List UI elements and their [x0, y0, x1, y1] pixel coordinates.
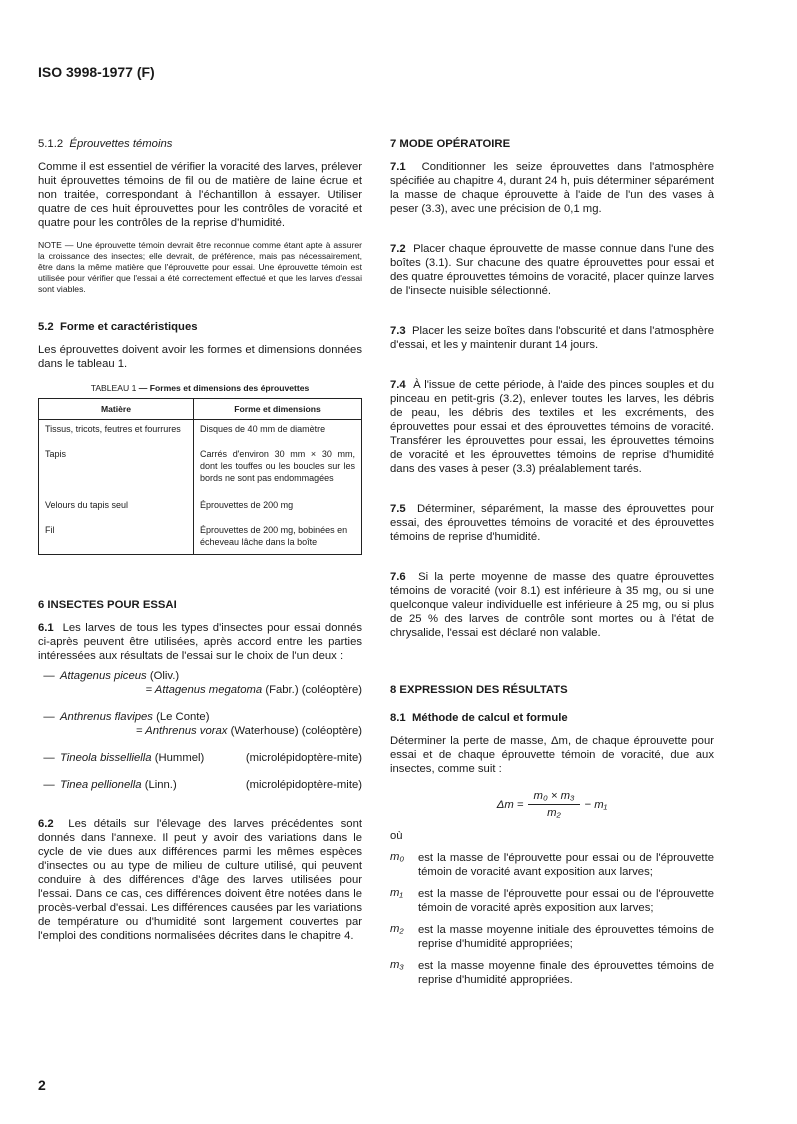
insect-synonym: = Anthrenus vorax — [135, 725, 228, 737]
step-text: Placer les seize boîtes dans l'obscurité et dans l'atmosphère d'essai, et les y maintenir durant 14 jours. — [390, 325, 715, 351]
table-cell: Éprouvettes de 200 mg — [200, 500, 294, 510]
step-number: 7.5 — [390, 503, 406, 515]
step-7-4 — [390, 378, 714, 476]
step-text: À l'issue de cette période, à l'aide des pinces souples et du pinceau en petit-gris (3.2), enlever toutes les larves, les débris de peau, les débris des textiles et les excréments, des éprouvettes pour essai et des éprouvettes témoins de voracité. Transférer les éprouvettes pour essai, les éprouvettes témoins de voracité et les éprouvettes témoins de reprise d'humidité dans des vases à peser (3.3) préalablement tarés. — [390, 379, 714, 475]
table-caption — [38, 383, 362, 393]
section-8-heading: 8 EXPRESSION DES RÉSULTATS — [390, 684, 568, 696]
section-6-1-paragraph — [38, 621, 362, 663]
list-item — [38, 751, 362, 765]
table-cell: Fil — [39, 514, 194, 555]
table-caption-title: — Formes et dimensions des éprouvettes — [136, 383, 310, 393]
insect-synonym-author: (Fabr.) (coléoptère) — [265, 684, 362, 696]
step-7-5 — [390, 502, 714, 544]
step-number: 7.6 — [390, 571, 406, 583]
insect-author: (Oliv.) — [149, 670, 180, 682]
definition-symbol: m₂ — [390, 923, 404, 935]
table-row — [39, 420, 362, 439]
insect-author: (Hummel) — [154, 752, 205, 764]
right-column — [390, 138, 714, 987]
section-8-1-heading — [390, 712, 714, 724]
definition-symbol: m₀ — [390, 851, 405, 863]
step-text: Si la perte moyenne de masse des quatre éprouvettes témoins de voracité (voir 8.1) est inférieure à 35 mg, ou si une quelconque valeur individuelle est inférieure à 25 mg, ou si plus de 25 % des larves de contrôle sont mortes ou à l'état de chrysalide, l'essai est déclaré non valable. — [390, 571, 714, 639]
definition-text: est la masse de l'éprouvette pour essai ou de l'éprouvette témoin de voracité avant exposition aux larves; — [418, 852, 714, 878]
table-cell: Disques de 40 mm de diamètre — [200, 424, 326, 434]
mass-loss-formula — [390, 790, 714, 819]
step-text: Conditionner les seize éprouvettes dans l'atmosphère spécifiée au chapitre 4, durant 24 h, puis déterminer séparément la masse de chaque éprouvette à l'aide de l'un des vases à peser (3.3), avec une précision de 0,1 mg. — [390, 161, 714, 215]
section-7-heading: 7 MODE OPÉRATOIRE — [390, 138, 511, 150]
table-cell: Tapis — [39, 438, 194, 487]
definition-text: est la masse moyenne initiale des éprouvettes témoins de reprise d'humidité appropriées; — [418, 924, 714, 950]
definition-item — [390, 851, 714, 879]
section-6-heading: 6 INSECTES POUR ESSAI — [38, 599, 177, 611]
list-dash: — — [43, 711, 55, 723]
section-5-2-heading — [38, 321, 362, 333]
formula-fraction — [528, 790, 581, 819]
paragraph-text: Les détails sur l'élevage des larves précédentes sont donnés dans l'annexe. Il peut y avoir des variations dans le cycle de vie dues aux différences parmi les mêmes espèces d'insectes ou au type de milieu de culture utilisé, qui peuvent conduire à des différences d'âge des larves utilisées pour l'essai. Dans ce cas, ces différences doivent être notées dans le procès-verbal d'essai. Les différences causées par les variations de température ou d'humidité sont largement couvertes par l'emploi des conditions normalisées décrites dans le chapitre 4. — [38, 818, 362, 942]
definition-symbol: m₃ — [390, 959, 404, 971]
list-dash: — — [43, 670, 55, 682]
variable-definitions — [390, 851, 714, 987]
document-header: ISO 3998-1977 (F) — [38, 64, 155, 80]
left-column — [38, 138, 362, 943]
section-5-1-2-heading — [38, 138, 362, 150]
step-7-2 — [390, 242, 714, 298]
step-7-3 — [390, 324, 714, 352]
section-5-2-paragraph: Les éprouvettes doivent avoir les formes et dimensions données dans le tableau 1. — [38, 344, 362, 370]
insect-order: (microlépidoptère-mite) — [245, 779, 362, 791]
definition-text: est la masse moyenne finale des éprouvettes témoins de reprise d'humidité appropriées. — [418, 960, 714, 986]
step-number: 7.3 — [390, 325, 406, 337]
table-header-cell: Matière — [39, 399, 194, 420]
insect-synonym-author: (Waterhouse) (coléoptère) — [230, 725, 362, 737]
definition-symbol: m₁ — [390, 887, 403, 899]
definition-text: est la masse de l'éprouvette pour essai ou de l'éprouvette témoin de voracité après exposition aux larves; — [418, 888, 714, 914]
table-1 — [38, 398, 362, 555]
section-number: 5.1.2 — [38, 138, 64, 150]
step-number: 7.4 — [390, 379, 406, 391]
table-row — [39, 487, 362, 514]
insect-name: Attagenus piceus — [60, 670, 147, 682]
section-title: Éprouvettes témoins — [69, 138, 173, 150]
step-text: Placer chaque éprouvette de masse connue dans l'une des boîtes (3.1). Sur chacune des quatre éprouvettes pour essai et des quatre éprouvettes témoins de voracité, placer quinze larves de l'insecte nuisible sélectionné. — [390, 243, 714, 297]
list-item — [38, 669, 362, 697]
section-6-2-paragraph — [38, 817, 362, 943]
section-number: 5.2 — [38, 321, 54, 333]
table-header-cell: Forme et dimensions — [194, 399, 362, 420]
page-number: 2 — [38, 1077, 46, 1093]
table-row — [39, 514, 362, 555]
table-cell: Éprouvettes de 200 mg, bobinées en écheveau lâche dans la boîte — [200, 525, 348, 547]
formula-numerator: m₀ × m₃ — [528, 790, 581, 805]
section-title: Forme et caractéristiques — [60, 321, 198, 333]
step-number: 7.1 — [390, 161, 406, 173]
list-dash: — — [43, 779, 55, 791]
where-label: où — [390, 830, 403, 842]
insect-name: Anthrenus flavipes — [60, 711, 153, 723]
section-5-1-2-paragraph: Comme il est essentiel de vérifier la voracité des larves, prélever huit éprouvettes témoins de fil ou de matière de laine écrue et non traitée, correspondant à l'échantillon à essayer. Utiliser quatre de ces huit éprouvettes pour les contrôles de voracité et quatre pour les contrôles de la reprise d'humidité. — [38, 161, 362, 229]
section-8-1-intro: Déterminer la perte de masse, Δm, de chaque éprouvette pour essai et de chaque éprouvette témoin de voracité, due aux insectes, comme suit : — [390, 735, 714, 775]
definition-item — [390, 923, 714, 951]
list-item — [38, 710, 362, 738]
step-7-1 — [390, 160, 714, 216]
step-text: Déterminer, séparément, la masse des éprouvettes pour essai, des éprouvettes témoins de voracité et des éprouvettes témoins de reprise d'humidité. — [390, 503, 714, 543]
section-title: Méthode de calcul et formule — [412, 712, 568, 724]
table-caption-label: TABLEAU 1 — [90, 383, 137, 393]
table-cell: Velours du tapis seul — [39, 487, 194, 514]
step-7-6 — [390, 570, 714, 640]
insect-synonym: = Attagenus megatoma — [145, 684, 263, 696]
step-number: 7.2 — [390, 243, 406, 255]
table-header-row — [39, 399, 362, 420]
insect-list — [38, 669, 362, 792]
note-paragraph: NOTE — Une éprouvette témoin devrait être reconnue comme étant apte à assurer la croissance des insectes; elle devrait, de préférence, mais pas nécessairement, être dans la même matière que l'éprouvette pour essai. Une éprouvette témoin est utilisée pour vérifier que l'essai a été correctement effectué et que les larves d'essai sont viables. — [38, 240, 362, 294]
insect-author: (Le Conte) — [156, 711, 210, 723]
list-dash: — — [43, 752, 55, 764]
formula-lhs: Δm = — [496, 798, 524, 811]
insect-order: (microlépidoptère-mite) — [245, 752, 362, 764]
list-item — [38, 778, 362, 792]
definition-item — [390, 959, 714, 987]
paragraph-text: Les larves de tous les types d'insectes pour essai donnés ci-après peuvent être utilisées, après accord entre les parties intéressées aux résultats de l'essai sur le choix de l'un deux : — [38, 622, 362, 662]
section-number: 8.1 — [390, 712, 406, 724]
insect-author: (Linn.) — [144, 779, 177, 791]
paragraph-number: 6.1 — [38, 622, 54, 634]
insect-name: Tinea pellionella — [60, 779, 142, 791]
table-cell: Tissus, tricots, feutres et fourrures — [39, 420, 194, 439]
formula-rhs: − m₁ — [584, 798, 608, 811]
definition-item — [390, 887, 714, 915]
formula-denominator: m₂ — [547, 807, 561, 819]
paragraph-number: 6.2 — [38, 818, 54, 830]
table-row — [39, 438, 362, 487]
table-cell: Carrés d'environ 30 mm × 30 mm, dont les touffes ou les boucles sur les bords ne sont pas endommagées — [200, 449, 355, 483]
insect-name: Tineola bisselliella — [60, 752, 152, 764]
